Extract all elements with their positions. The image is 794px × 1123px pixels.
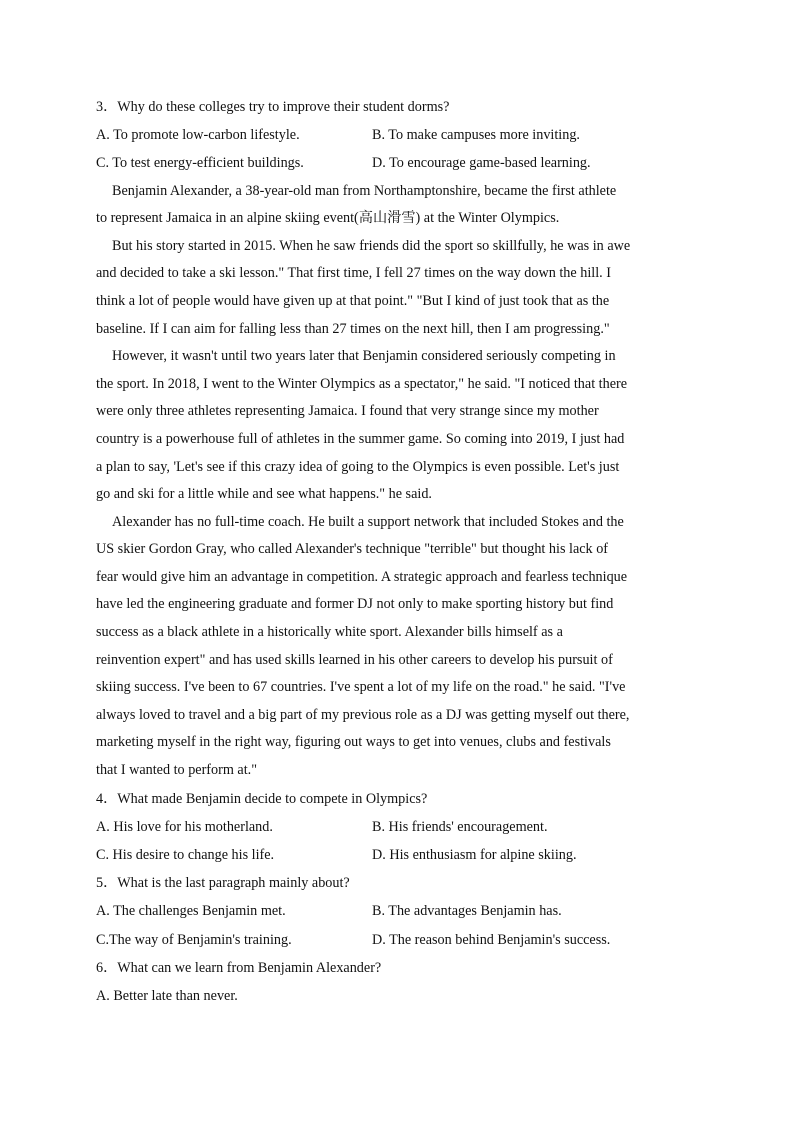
q4-option-a: A. His love for his motherland. [96,818,273,835]
passage-line: Alexander has no full-time coach. He built a support network that included Stokes and the [112,513,624,530]
q4-option-c: C. His desire to change his life. [96,847,275,863]
q5-option-c: C.The way of Benjamin's training. [96,931,292,948]
passage-line: and decided to take a ski lesson." That first time, I fell 27 times on the way down the hill. I [96,265,611,282]
passage-line: go and ski for a little while and see what happens." he said. [96,486,432,503]
passage-line: always loved to travel and a big part of my previous role as a DJ was getting myself out there, [96,706,630,723]
passage-line: fear would give him an advantage in competition. A strategic approach and fearless technique [96,568,628,585]
passage-line: However, it wasn't until two years later that Benjamin considered seriously competing in [112,348,616,365]
document-page [96,93,700,1010]
q4-option-d: D. His enthusiasm for alpine skiing. [372,847,577,863]
question-3-options-row-2 [96,149,700,177]
question-4-options-row-2 [96,841,700,869]
q4-option-b: B. His friends' encouragement. [372,818,548,835]
passage-line: country is a powerhouse full of athletes in the summer game. So coming into 2019, I just had [96,430,625,447]
question-5-options-row-2 [96,926,700,954]
reading-passage [96,178,700,785]
passage-line: reinvention expert" and has used skills learned in his other careers to develop his pursuit of [96,651,613,668]
q3-option-a: A. To promote low-carbon lifestyle. [96,127,300,144]
q3-option-c: C. To test energy-efficient buildings. [96,155,304,172]
question-3-options-row-1 [96,121,700,149]
passage-line: US skier Gordon Gray, who called Alexander's technique "terrible" but thought his lack of [96,541,609,558]
passage-line: that I wanted to perform at." [96,762,258,779]
passage-line: to represent Jamaica in an alpine skiing event(高山滑雪) at the Winter Olympics. [96,210,560,227]
passage-line: have led the engineering graduate and former DJ not only to make sporting history but find [96,596,614,613]
passage-line: marketing myself in the right way, figuring out ways to get into venues, clubs and festivals [96,734,611,751]
question-6: 6．What can we learn from Benjamin Alexander? [96,959,382,976]
q6-option-a: A. Better late than never. [96,987,238,1004]
q5-option-a: A. The challenges Benjamin met. [96,903,286,920]
question-5-options-row-1 [96,897,700,925]
q3-option-d: D. To encourage game-based learning. [372,155,591,172]
passage-line: But his story started in 2015. When he saw friends did the sport so skillfully, he was in awe [112,237,631,254]
question-6-options-row-1 [96,982,700,1010]
passage-line: were only three athletes representing Jamaica. I found that very strange since my mother [96,403,599,420]
q3-option-b: B. To make campuses more inviting. [372,127,580,144]
passage-line: a plan to say, 'Let's see if this crazy idea of going to the Olympics is even possible. Let's just [96,458,620,475]
question-3: 3．Why do these colleges try to improve their student dorms? [96,99,450,115]
q5-option-b: B. The advantages Benjamin has. [372,903,562,920]
question-4-options-row-1 [96,813,700,841]
passage-line: skiing success. I've been to 67 countries. I've spent a lot of my life on the road." he said. "I've [96,679,626,696]
passage-line: baseline. If I can aim for falling less than 27 times on the next hill, then I am progressing." [96,320,610,337]
question-4: 4．What made Benjamin decide to compete in Olympics? [96,790,428,807]
question-5: 5．What is the last paragraph mainly about? [96,875,350,892]
passage-line: the sport. In 2018, I went to the Winter Olympics as a spectator," he said. "I noticed that there [96,375,628,392]
passage-line: Benjamin Alexander, a 38-year-old man from Northamptonshire, became the first athlete [112,182,617,199]
passage-line: success as a black athlete in a historically white sport. Alexander bills himself as a [96,624,563,641]
passage-line: think a lot of people would have given up at that point." "But I kind of just took that as the [96,292,610,309]
q5-option-d: D. The reason behind Benjamin's success. [372,931,611,948]
